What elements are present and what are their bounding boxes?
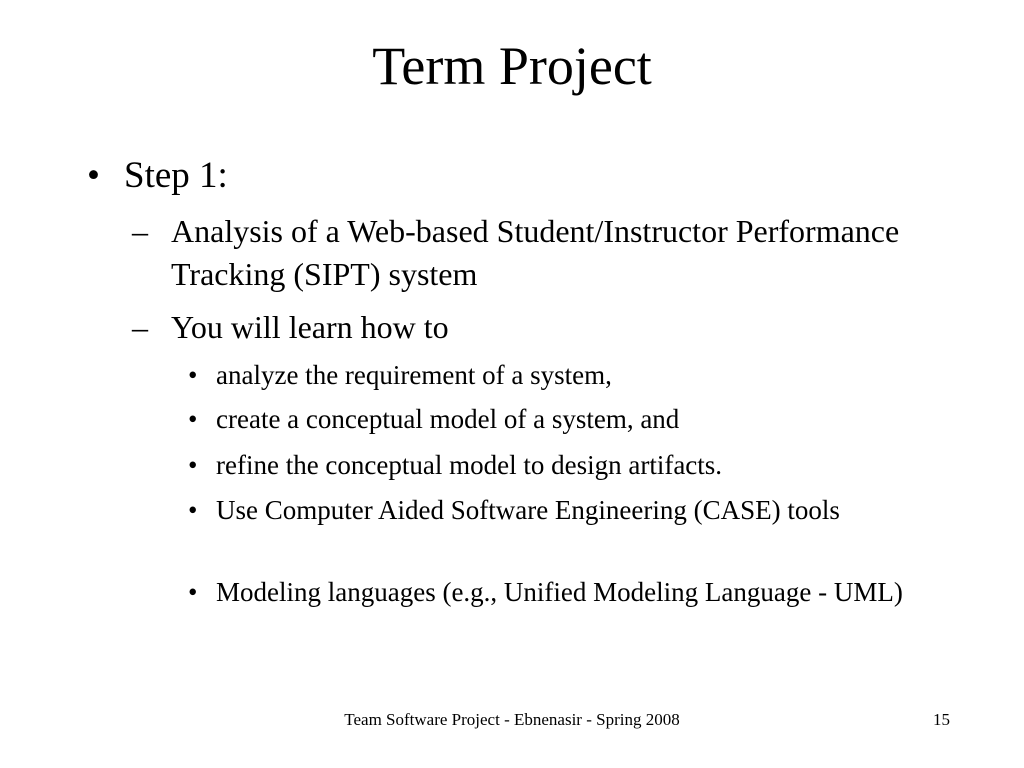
sub-sub-item-analyze [188,357,948,394]
bullet-text: Step 1: [124,155,228,196]
sub-sub-item-create [188,401,948,438]
dash-marker: – [132,213,148,249]
bullet-marker: • [188,404,198,434]
bullet-marker: • [188,577,198,607]
sub-item-analysis [132,210,932,296]
bullet-marker: • [188,450,198,480]
sub-sub-item-text: Modeling languages (e.g., Unified Modeling Language - UML) [216,577,903,607]
page-number: 15 [933,710,950,729]
sub-sub-item-text: Use Computer Aided Software Engineering (CASE) tools [216,495,840,525]
sub-sub-item-case-tools [188,492,948,529]
bullet-marker: • [188,360,198,390]
sub-item-learn [132,306,932,349]
bullet-marker: • [87,155,100,196]
sub-sub-item-text: refine the conceptual model to design artifacts. [216,450,723,480]
bullet-item-step-1 [87,153,967,199]
sub-sub-item-refine [188,447,948,484]
slide-title: Term Project [372,36,652,96]
sub-sub-item-text: create a conceptual model of a system, and [216,404,680,434]
sub-item-text: You will learn how to [171,309,449,345]
sub-item-text: Analysis of a Web-based Student/Instructor Performance Tracking (SIPT) system [171,213,900,292]
sub-sub-item-modeling-languages [188,574,948,611]
slide-footer: Team Software Project - Ebnenasir - Spring 2008 [344,710,680,729]
bullet-marker: • [188,495,198,525]
dash-marker: – [132,309,148,345]
sub-sub-item-text: analyze the requirement of a system, [216,360,612,390]
